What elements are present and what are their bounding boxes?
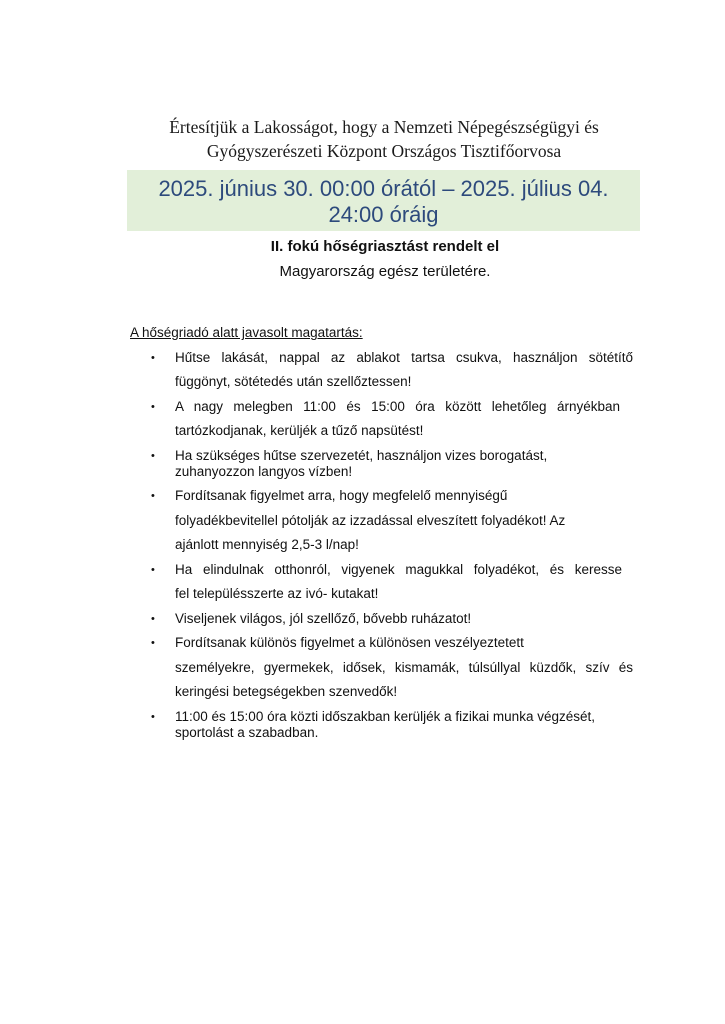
list-item [130,558,633,607]
item-line: Fordítsanak figyelmet arra, hogy megfelelő mennyiségű [175,488,508,503]
notice-header [128,115,640,163]
alert-scope: Magyarország egész területére. [279,262,491,280]
item-line: folyadékbevitellel pótolják az izzadással elveszített folyadékot! Az [175,512,566,528]
item-line: sportolást a szabadban. [175,724,319,740]
item-line: Fordítsanak különös figyelmet a különösen veszélyeztetett [175,635,524,650]
list-item [130,484,633,558]
bullet-icon: • [151,563,155,576]
alert-period-highlight [127,170,640,231]
list-item [130,346,633,395]
item-line: Ha elindulnak otthonról, vigyenek magukkal folyadékot, és keresse [175,561,622,577]
header-line-2: Gyógyszerészeti Központ Országos Tisztifőorvosa [206,141,562,161]
item-line: Ha szükséges hűtse szervezetét, használjon vizes borogatást, [175,447,548,463]
alert-title: II. fokú hőségriasztást rendelt el [270,238,500,255]
bullet-icon: • [151,612,155,625]
list-item [130,607,633,632]
list-item [130,395,633,444]
bullet-icon: • [151,449,155,462]
list-item [130,705,633,746]
item-line: 11:00 és 15:00 óra közti időszakban kerüljék a fizikai munka végzését, [175,708,595,724]
item-line: Hűtse lakását, nappal az ablakot tartsa csukva, használjon sötétítő [175,349,633,365]
bullet-icon: • [151,400,155,413]
item-line: fel településszerte az ivó- kutakat! [175,586,379,601]
item-line: A nagy melegben 11:00 és 15:00 óra között lehetőleg árnyékban [175,398,620,414]
bullet-icon: • [151,351,155,364]
item-line: függönyt, sötétedés után szellőztessen! [175,374,412,389]
item-line: keringési betegségekben szenvedők! [175,684,398,699]
item-line: tartózkodjanak, kerüljék a tűző napsütést! [175,423,424,438]
advice-list [130,346,633,746]
item-line: zuhanyozzon langyos vízben! [175,463,353,479]
item-line: személyekre, gyermekek, idősek, kismamák, túlsúllyal küzdők, szív és [175,659,633,675]
period-line-1: 2025. június 30. 00:00 órától – 2025. július 04. [158,176,609,201]
item-line: Viseljenek világos, jól szellőző, bővebb ruházatot! [175,610,472,626]
advice-heading: A hőségriadó alatt javasolt magatartás: [130,325,363,340]
alert-statement [130,235,640,284]
bullet-icon: • [151,637,155,649]
header-line-1: Értesítjük a Lakosságot, hogy a Nemzeti Népegészségügyi és [169,117,599,137]
bullet-icon: • [151,710,155,723]
item-line: ajánlott mennyiség 2,5-3 l/nap! [175,537,359,552]
list-item [130,631,633,705]
period-line-2: 24:00 óráig [328,202,439,227]
bullet-icon: • [151,490,155,502]
list-item [130,444,633,485]
